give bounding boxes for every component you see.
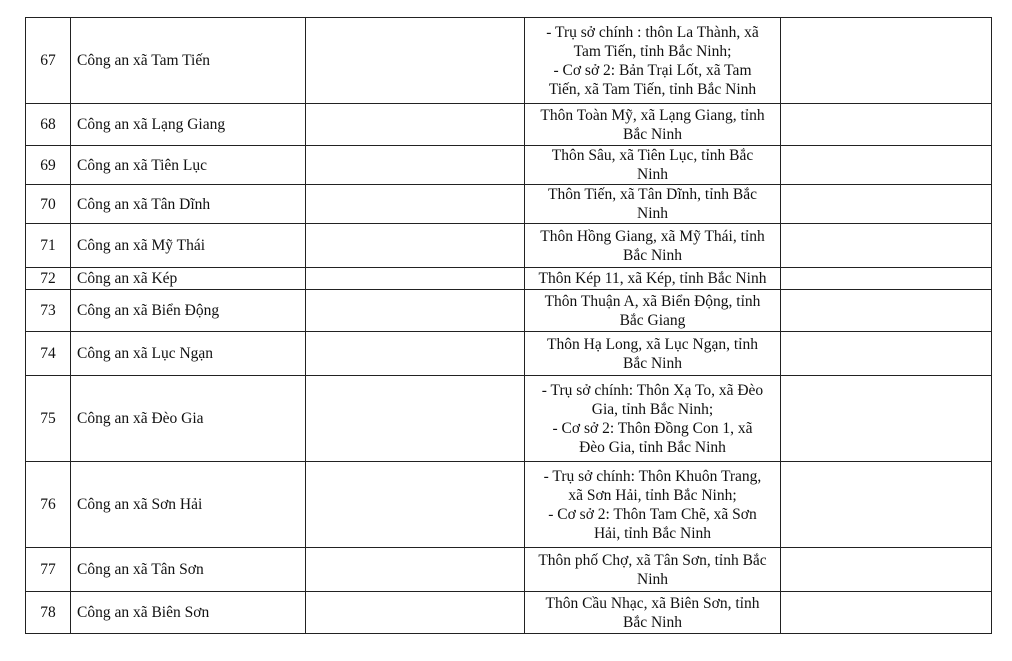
unit-address [525, 146, 781, 185]
address-line: Thôn Sâu, xã Tiên Lục, tỉnh Bắc [551, 147, 754, 164]
row-number: 75 [26, 376, 71, 462]
address-line: Thôn Tiến, xã Tân Dĩnh, tỉnh Bắc [548, 186, 757, 203]
row-number: 70 [26, 185, 71, 224]
address-line: Thôn Toàn Mỹ, xã Lạng Giang, tỉnh [540, 106, 765, 124]
address-line: Đèo Gia, tỉnh Bắc Ninh [579, 438, 726, 456]
address-line: Ninh [637, 205, 668, 222]
address-line: Bắc Ninh [623, 613, 682, 631]
empty-cell [781, 462, 992, 548]
address-line: - Cơ sở 2: Thôn Đồng Con 1, xã [552, 419, 753, 437]
empty-cell [781, 104, 992, 146]
unit-address [525, 548, 781, 592]
empty-cell [781, 592, 992, 634]
unit-name: Công an xã Biên Sơn [71, 592, 306, 634]
row-number: 67 [26, 18, 71, 104]
table-row [26, 548, 992, 592]
unit-name: Công an xã Mỹ Thái [71, 224, 306, 268]
address-line: Thôn phố Chợ, xã Tân Sơn, tỉnh Bắc [538, 551, 767, 569]
address-line: Hải, tỉnh Bắc Ninh [593, 524, 712, 542]
row-number: 74 [26, 332, 71, 376]
police-stations-table [25, 17, 992, 634]
row-number: 77 [26, 548, 71, 592]
empty-cell [306, 185, 525, 224]
unit-name: Công an xã Biển Động [71, 290, 306, 332]
address-line: - Trụ sở chính: Thôn Xạ To, xã Đèo [541, 381, 764, 399]
address-line: Bắc Giang [619, 311, 686, 329]
row-number: 68 [26, 104, 71, 146]
unit-address [525, 332, 781, 376]
table-row [26, 592, 992, 634]
address-line: Thôn Hồng Giang, xã Mỹ Thái, tỉnh [540, 227, 765, 245]
address-line: Thôn Hạ Long, xã Lục Ngạn, tỉnh [547, 335, 758, 353]
address-line: Tiến, xã Tam Tiến, tỉnh Bắc Ninh [548, 80, 757, 98]
unit-name: Công an xã Đèo Gia [71, 376, 306, 462]
empty-cell [781, 18, 992, 104]
row-number: 69 [26, 146, 71, 185]
empty-cell [781, 146, 992, 185]
address-line: - Cơ sở 2: Bản Trại Lốt, xã Tam [553, 61, 752, 79]
table-row [26, 185, 992, 224]
table-row [26, 146, 992, 185]
empty-cell [306, 290, 525, 332]
unit-address [525, 185, 781, 224]
unit-name: Công an xã Kép [71, 268, 306, 290]
unit-name: Công an xã Tiên Lục [71, 146, 306, 185]
empty-cell [306, 104, 525, 146]
unit-name: Công an xã Tam Tiến [71, 18, 306, 104]
table-row [26, 18, 992, 104]
address-line: Bắc Ninh [623, 354, 682, 372]
unit-address [525, 224, 781, 268]
empty-cell [781, 376, 992, 462]
address-line: Gia, tỉnh Bắc Ninh; [591, 400, 714, 418]
row-number: 73 [26, 290, 71, 332]
row-number: 72 [26, 268, 71, 290]
table-row [26, 462, 992, 548]
unit-address [525, 104, 781, 146]
empty-cell [306, 376, 525, 462]
table-row [26, 376, 992, 462]
empty-cell [781, 185, 992, 224]
unit-address [525, 290, 781, 332]
table-row [26, 104, 992, 146]
address-line: xã Sơn Hải, tỉnh Bắc Ninh; [568, 486, 737, 504]
empty-cell [306, 268, 525, 290]
unit-address [525, 18, 781, 104]
table-row [26, 224, 992, 268]
empty-cell [781, 332, 992, 376]
address-line: Ninh [637, 166, 668, 183]
table-row [26, 290, 992, 332]
address-line: Tam Tiến, tỉnh Bắc Ninh; [573, 42, 732, 60]
address-line: Ninh [637, 570, 668, 588]
unit-name: Công an xã Tân Dĩnh [71, 185, 306, 224]
unit-name: Công an xã Tân Sơn [71, 548, 306, 592]
row-number: 78 [26, 592, 71, 634]
unit-address [525, 592, 781, 634]
table-body [26, 18, 992, 634]
unit-name: Công an xã Lạng Giang [71, 104, 306, 146]
empty-cell [306, 224, 525, 268]
empty-cell [306, 592, 525, 634]
address-line: Thôn Thuận A, xã Biển Động, tỉnh [544, 292, 761, 310]
empty-cell [306, 462, 525, 548]
address-line: - Trụ sở chính : thôn La Thành, xã [546, 23, 759, 41]
address-line: Thôn Kép 11, xã Kép, tỉnh Bắc Ninh [538, 270, 767, 287]
row-number: 76 [26, 462, 71, 548]
address-line: Thôn Cầu Nhạc, xã Biên Sơn, tỉnh [545, 594, 760, 612]
empty-cell [781, 224, 992, 268]
address-line: - Cơ sở 2: Thôn Tam Chẽ, xã Sơn [548, 505, 757, 523]
empty-cell [781, 548, 992, 592]
empty-cell [781, 290, 992, 332]
unit-name: Công an xã Sơn Hải [71, 462, 306, 548]
address-line: - Trụ sở chính: Thôn Khuôn Trang, [543, 467, 762, 485]
unit-name: Công an xã Lục Ngạn [71, 332, 306, 376]
table-row [26, 268, 992, 290]
empty-cell [306, 332, 525, 376]
empty-cell [306, 548, 525, 592]
table-row [26, 332, 992, 376]
empty-cell [781, 268, 992, 290]
unit-address [525, 376, 781, 462]
empty-cell [306, 18, 525, 104]
address-line: Bắc Ninh [623, 125, 682, 143]
address-line: Bắc Ninh [623, 246, 682, 264]
empty-cell [306, 146, 525, 185]
unit-address [525, 268, 781, 290]
row-number: 71 [26, 224, 71, 268]
unit-address [525, 462, 781, 548]
